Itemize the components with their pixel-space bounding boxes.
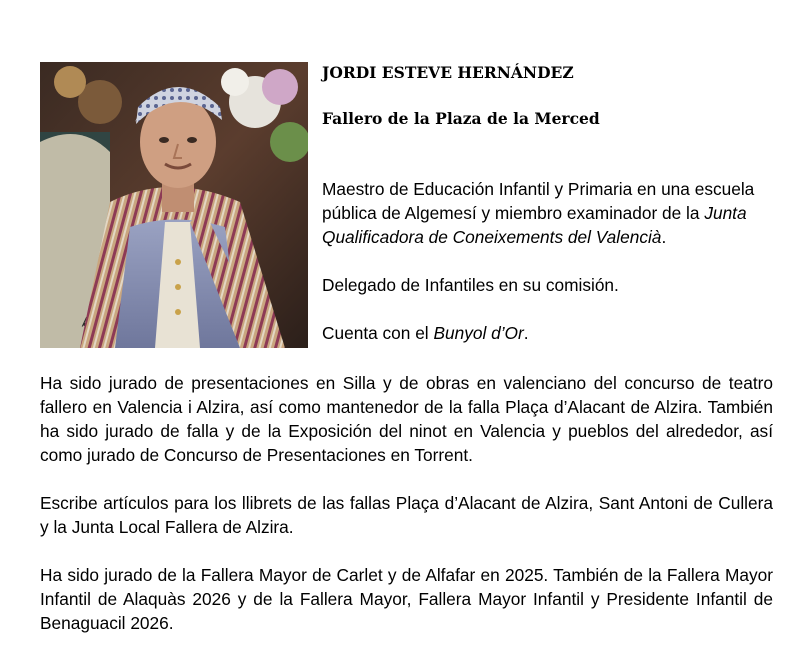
bio-paragraph: Delegado de Infantiles en su comisión.	[322, 275, 619, 295]
body-paragraph: Ha sido jurado de presentaciones en Silla y de obras en valenciano del concurso de teatro fallero en Valencia i Alzira, así como mantenedor de la falla Plaça d’Alacant de Alzira. También ha sido jurado de falla y de la Exposición del ninot en Valencia y pueblos del alrededor, así como jurado de Concurso de Presentaciones en Torrent.	[40, 373, 773, 465]
body-paragraph: Escribe artículos para los llibrets de las fallas Plaça d’Alacant de Alzira, Sant Antoni de Cullera y la Junta Local Fallera de Alzira.	[40, 493, 773, 537]
bio-emphasis: Bunyol d’Or	[433, 323, 524, 343]
profile-photo	[40, 62, 308, 348]
person-name: JORDI ESTEVE HERNÁNDEZ	[322, 63, 574, 82]
body-text	[40, 371, 773, 659]
bio-emphasis: Junta Qualificadora de Coneixements del Valencià	[322, 203, 747, 247]
body-paragraph: Ha sido jurado de la Fallera Mayor de Carlet y de Alfafar en 2025. También de la Fallera Mayor Infantil de Alaquàs 2026 y de la Fallera Mayor, Fallera Mayor Infantil y Presidente Infantil de Benaguacil 2026.	[40, 565, 773, 633]
bio-block	[322, 177, 782, 345]
bio-paragraph: Maestro de Educación Infantil y Primaria en una escuela pública de Algemesí y miembro examinador de la Junta Qualificadora de Coneixements del Valencià.	[322, 179, 755, 247]
bio-paragraph: Cuenta con el Bunyol d’Or.	[322, 323, 529, 343]
person-subtitle: Fallero de la Plaza de la Merced	[322, 109, 600, 128]
